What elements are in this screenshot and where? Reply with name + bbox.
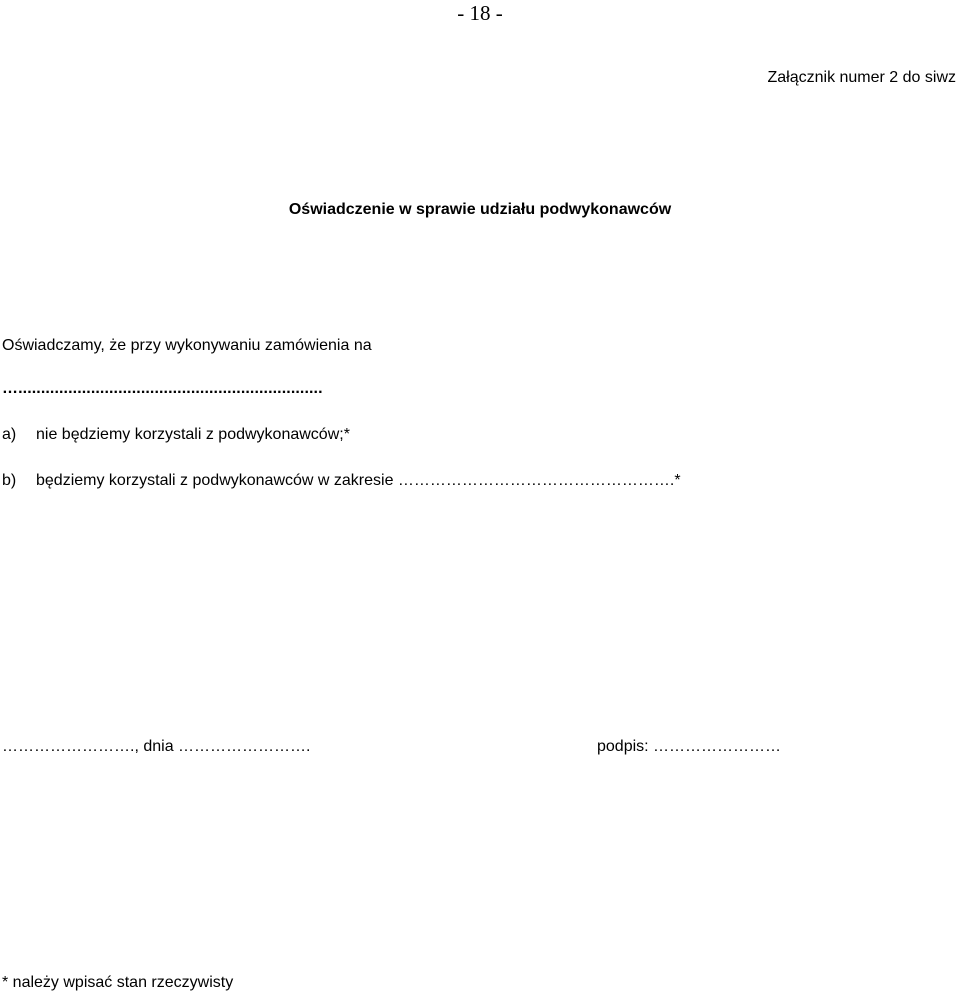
option-b bbox=[2, 473, 681, 489]
place-date-field: ……………………., dnia ……………………. bbox=[2, 738, 311, 755]
option-a-text: nie będziemy korzystali z podwykonawców;* bbox=[36, 426, 350, 443]
intro-statement: Oświadczamy, że przy wykonywaniu zamówienia na bbox=[2, 337, 372, 354]
signature-field: podpis: …………………… bbox=[597, 738, 782, 755]
option-b-text: będziemy korzystali z podwykonawców w zakresie …………………………………………….* bbox=[36, 472, 681, 489]
document-title: Oświadczenie w sprawie udziału podwykonawców bbox=[288, 201, 672, 218]
option-b-letter: b) bbox=[2, 472, 17, 489]
footnote: * należy wpisać stan rzeczywisty bbox=[2, 974, 234, 991]
page-number: - 18 - bbox=[457, 1, 503, 25]
option-a bbox=[2, 427, 350, 443]
option-a-letter: a) bbox=[2, 426, 17, 443]
order-name-field: …................................................................... bbox=[2, 380, 323, 397]
attachment-label: Załącznik numer 2 do siwz bbox=[767, 69, 956, 86]
